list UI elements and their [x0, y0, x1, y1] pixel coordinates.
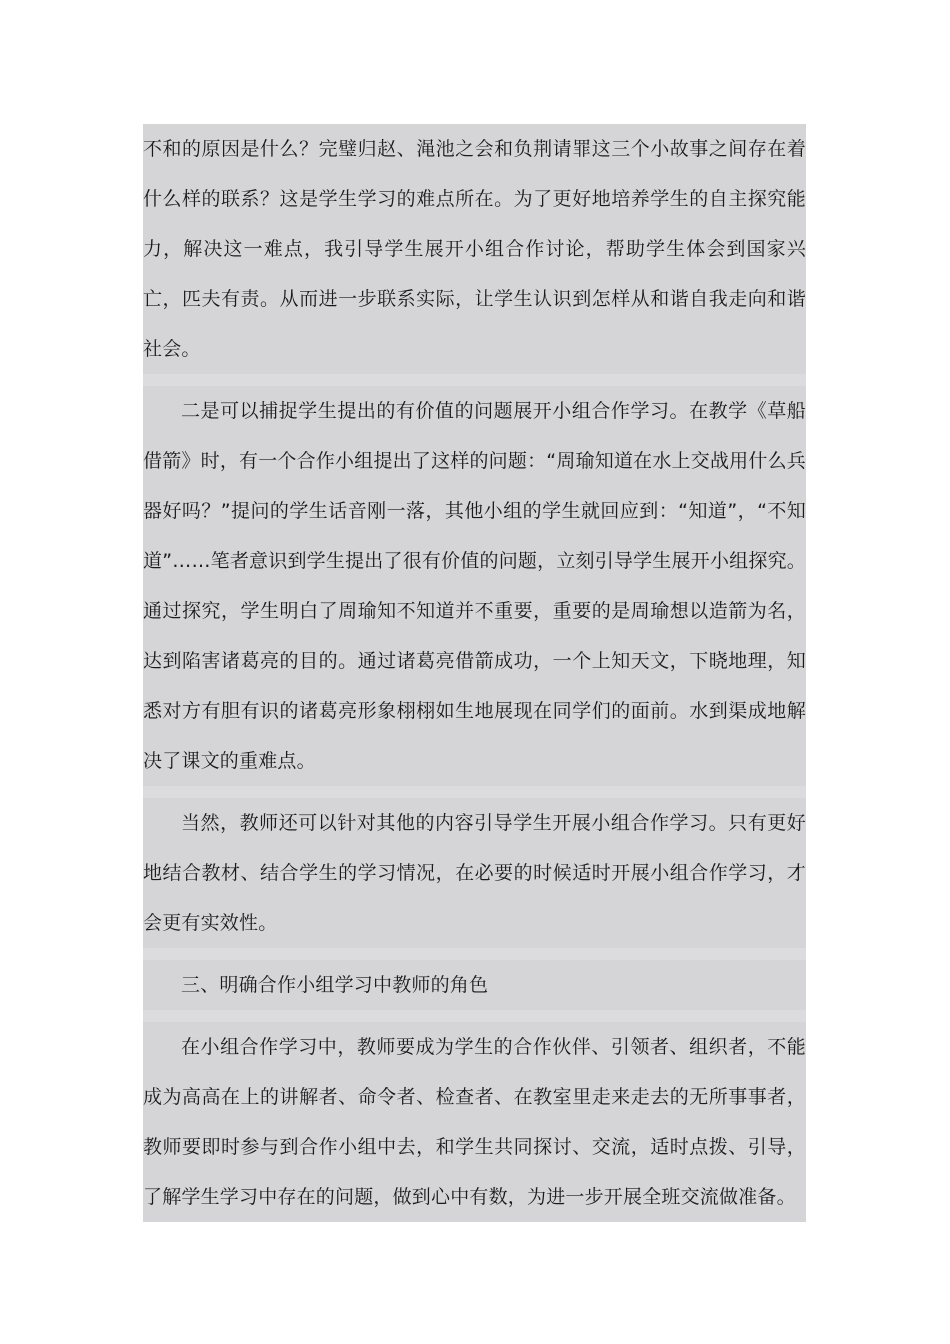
- paragraph-4: 在小组合作学习中，教师要成为学生的合作伙伴、引领者、组织者，不能成为高高在上的讲解者、命令者、检查者、在教室里走来走去的无所事事者，教师要即时参与到合作小组中去，和学生共同探讨、交流，适时点拨、引导，了解学生学习中存在的问题，做到心中有数，为进一步开展全班交流做准备。: [143, 1036, 806, 1208]
- paragraph-3: 当然，教师还可以针对其他的内容引导学生开展小组合作学习。只有更好地结合教材、结合学生的学习情况，在必要的时候适时开展小组合作学习，才会更有实效性。: [143, 812, 806, 934]
- section-heading: 三、明确合作小组学习中教师的角色: [181, 974, 489, 996]
- paragraph-gap: [143, 374, 806, 386]
- paragraph-gap: [143, 948, 806, 960]
- paragraph-1: 不和的原因是什么？完璧归赵、渑池之会和负荆请罪这三个小故事之间存在着什么样的联系？这是学生学习的难点所在。为了更好地培养学生的自主探究能力，解决这一难点，我引导学生展开小组合作讨论，帮助学生体会到国家兴亡，匹夫有责。从而进一步联系实际，让学生认识到怎样从和谐自我走向和谐社会。: [143, 138, 806, 360]
- paragraph-gap: [143, 786, 806, 798]
- paragraph-gap: [143, 1010, 806, 1022]
- paragraph-2: 二是可以捕捉学生提出的有价值的问题展开小组合作学习。在教学《草船借箭》时，有一个合作小组提出了这样的问题：“周瑜知道在水上交战用什么兵器好吗？”提问的学生话音刚一落，其他小组的学生就回应到：“知道”，“不知道”……笔者意识到学生提出了很有价值的问题，立刻引导学生展开小组探究。通过探究，学生明白了周瑜知不知道并不重要，重要的是周瑜想以造箭为名，达到陷害诸葛亮的目的。通过诸葛亮借箭成功，一个上知天文，下晓地理，知悉对方有胆有识的诸葛亮形象栩栩如生地展现在同学们的面前。水到渠成地解决了课文的重难点。: [143, 400, 806, 772]
- document-body: [143, 124, 806, 1222]
